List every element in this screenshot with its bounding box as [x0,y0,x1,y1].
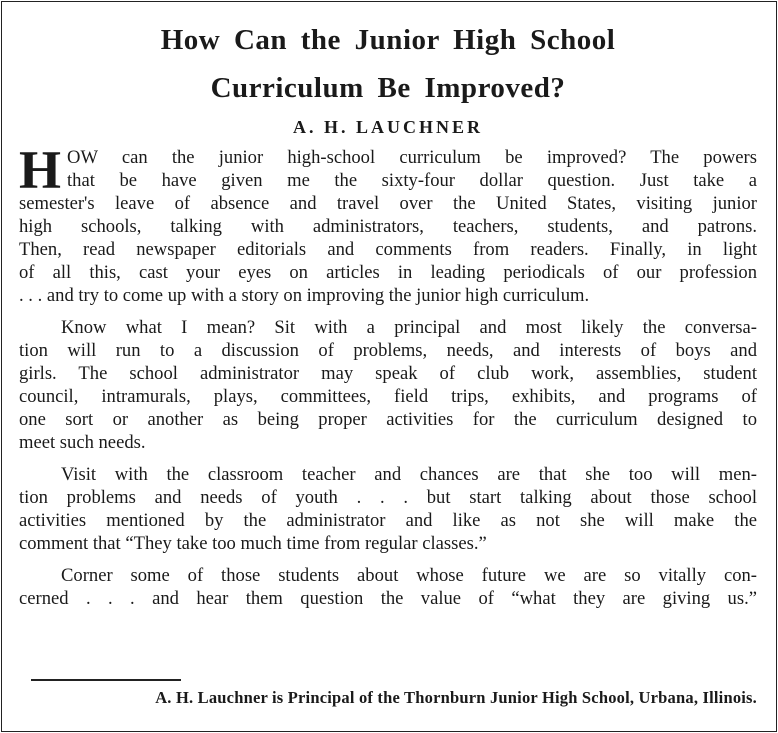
paragraph-line: of all this, cast your eyes on articles in leading periodicals of our profession [19,262,757,283]
paragraph-line: . . . and try to come up with a story on improving the junior high curriculum. [19,285,590,306]
article [19,16,757,610]
paragraph-line: that be have given me the sixty-four dollar question. Just take a [67,170,757,191]
paragraph-line: Visit with the classroom teacher and chances are that she too will men- [61,464,757,485]
author-footnote: A. H. Lauchner is Principal of the Thornburn Junior High School, Urbana, Illinois. [155,688,757,707]
paragraph-line: cerned . . . and hear them question the value of “what they are giving us.” [19,588,757,609]
paragraph-line: activities mentioned by the administrator and like as not she will make the [19,510,757,531]
article-title [19,16,757,112]
paragraph-line: comment that “They take too much time from regular classes.” [19,533,487,554]
paragraph-line: girls. The school administrator may speak of club work, assemblies, student [19,363,757,384]
paragraph-line: Then, read newspaper editorials and comments from readers. Finally, in light [19,239,757,260]
paragraph-line: Know what I mean? Sit with a principal and most likely the conversa- [61,317,757,338]
paragraph-line: high schools, talking with administrators, teachers, students, and patrons. [19,216,757,237]
paragraph-3 [19,463,757,555]
author-byline: A. H. LAUCHNER [292,117,483,137]
paragraph-line: semester's leave of absence and travel over the United States, visiting junior [19,193,757,214]
drop-cap: H [19,140,62,200]
paragraph-line: one sort or another as being proper activities for the curriculum designed to [19,409,757,430]
paragraph-line: Corner some of those students about whose future we are so vitally con- [61,565,757,586]
paragraph-line: council, intramurals, plays, committees, field trips, exhibits, and programs of [19,386,757,407]
paragraph-line: OW can the junior high-school curriculum be improved? The powers [67,147,757,168]
paragraph-line: tion will run to a discussion of problems, needs, and interests of boys and [19,340,757,361]
title-line-2: Curriculum Be Improved? [210,72,566,104]
paragraph-2 [19,316,757,454]
footnote-rule [31,679,181,681]
paragraph-4 [19,564,757,610]
paragraph-line: tion problems and needs of youth . . . but start talking about those school [19,487,757,508]
title-line-1: How Can the Junior High School [160,24,616,56]
paragraph-1 [19,140,757,307]
paragraph-line: meet such needs. [19,432,146,453]
page-frame [1,1,777,732]
